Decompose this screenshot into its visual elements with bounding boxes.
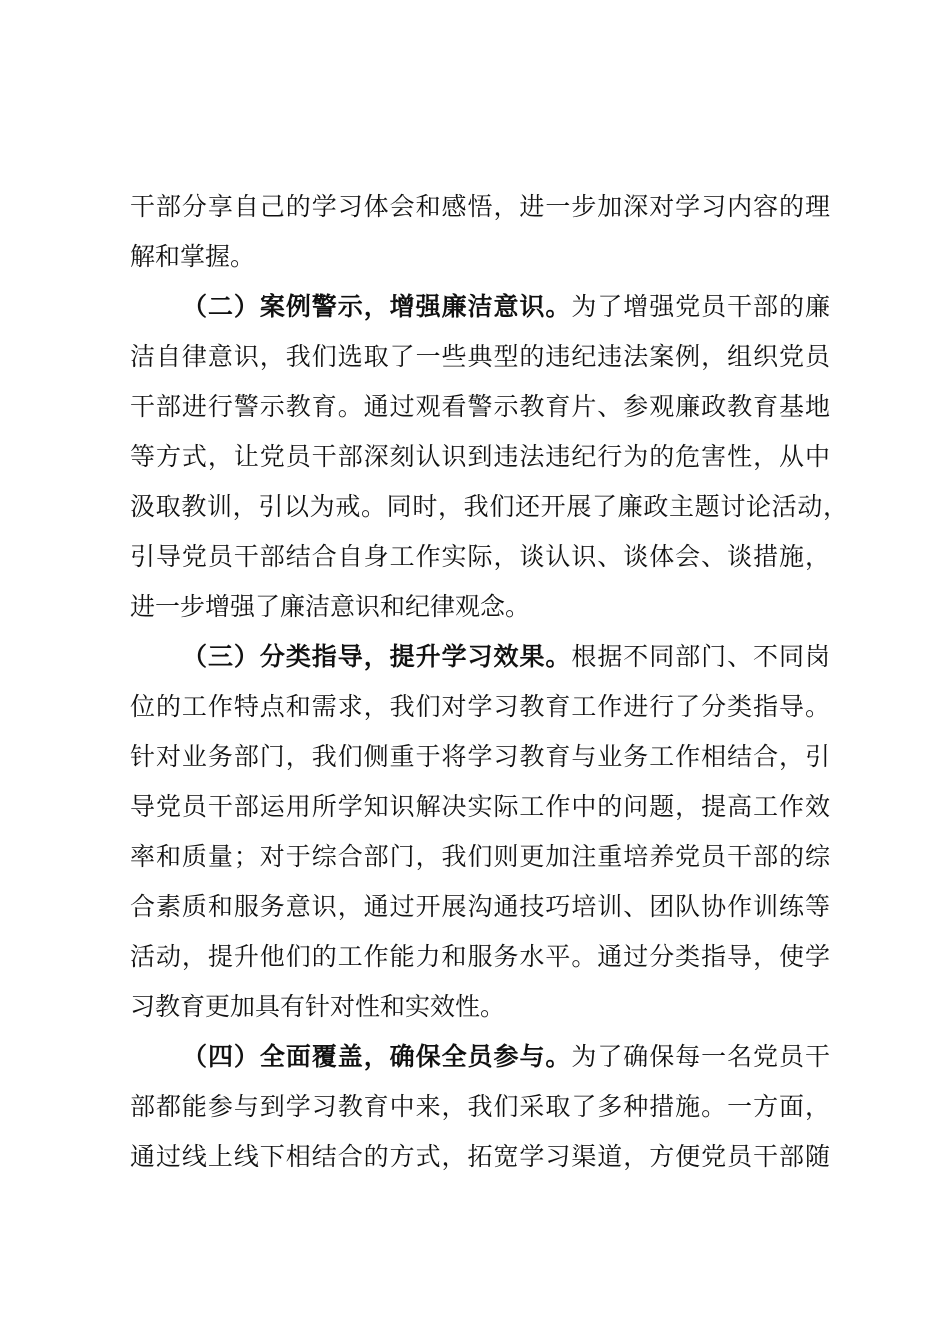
text-span: 导党员干部运用所学知识解决实际工作中的问题，提高工作效 (130, 792, 830, 821)
text-span: 针对业务部门，我们侧重于将学习教育与业务工作相结合，引 (130, 742, 830, 771)
text-span: 汲取教训，引以为戒。同时，我们还开展了廉政主题讨论活动， (130, 492, 848, 521)
text-line (130, 740, 830, 774)
text-line (130, 1140, 830, 1174)
section-heading-line (182, 290, 830, 324)
text-line (130, 390, 830, 424)
text-line (130, 590, 830, 624)
text-line (130, 890, 830, 924)
text-span: 位的工作特点和需求，我们对学习教育工作进行了分类指导。 (130, 692, 830, 721)
section-heading: （四）全面覆盖，确保全员参与。 (182, 1042, 572, 1071)
section-heading: （二）案例警示，增强廉洁意识。 (182, 292, 572, 321)
text-span: 干部分享自己的学习体会和感悟，进一步加深对学习内容的理 (130, 192, 830, 221)
section-heading-line (182, 640, 830, 674)
text-span: 干部进行警示教育。通过观看警示教育片、参观廉政教育基地 (130, 392, 830, 421)
text-line (130, 540, 830, 574)
text-span: 部都能参与到学习教育中来，我们采取了多种措施。一方面， (130, 1092, 830, 1121)
section-heading-line (182, 1040, 830, 1074)
text-line (130, 1090, 830, 1124)
text-line (130, 840, 830, 874)
text-line (130, 240, 830, 274)
text-span: 率和质量；对于综合部门，我们则更加注重培养党员干部的综 (130, 842, 830, 871)
text-line (130, 490, 848, 524)
text-line (130, 990, 830, 1024)
text-line (130, 340, 830, 374)
section-heading: （三）分类指导，提升学习效果。 (182, 642, 572, 671)
text-line (130, 690, 830, 724)
text-span: 为了确保每一名党员干 (571, 1042, 830, 1071)
text-span: 引导党员干部结合自身工作实际，谈认识、谈体会、谈措施， (130, 542, 830, 571)
text-line (130, 790, 830, 824)
text-span: 合素质和服务意识，通过开展沟通技巧培训、团队协作训练等 (130, 892, 830, 921)
text-line (130, 440, 830, 474)
text-line (130, 190, 830, 224)
text-span: 根据不同部门、不同岗 (571, 642, 830, 671)
text-span: 通过线上线下相结合的方式，拓宽学习渠道，方便党员干部随 (130, 1142, 830, 1171)
text-span: 等方式，让党员干部深刻认识到违法违纪行为的危害性，从中 (130, 442, 830, 471)
text-span: 解和掌握。 (130, 242, 256, 271)
text-span: 进一步增强了廉洁意识和纪律观念。 (130, 592, 531, 621)
text-span: 为了增强党员干部的廉 (571, 292, 830, 321)
text-span: 洁自律意识，我们选取了一些典型的违纪违法案例，组织党员 (130, 342, 830, 371)
text-span: 活动，提升他们的工作能力和服务水平。通过分类指导，使学 (130, 942, 830, 971)
text-span: 习教育更加具有针对性和实效性。 (130, 992, 506, 1021)
text-line (130, 940, 830, 974)
